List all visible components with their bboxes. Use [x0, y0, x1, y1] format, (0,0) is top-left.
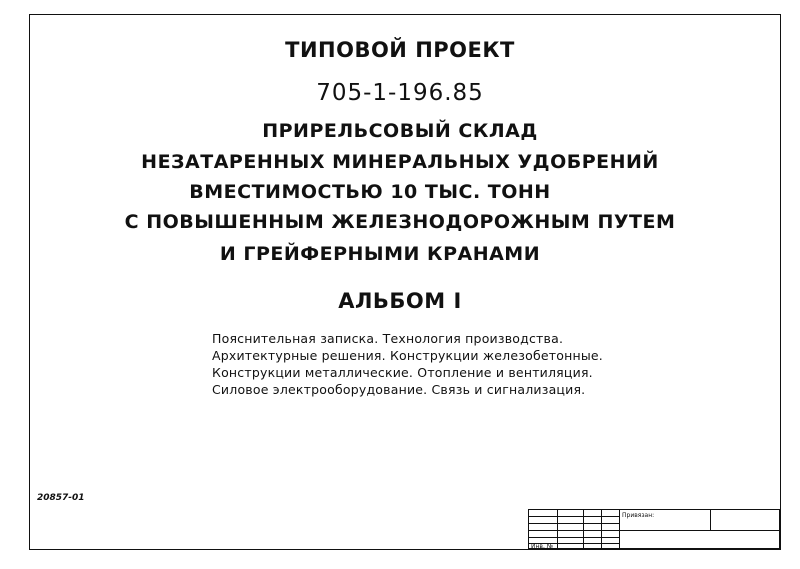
title-line-4: С ПОВЫШЕННЫМ ЖЕЛЕЗНОДОРОЖНЫМ ПУТЕМ [124, 211, 676, 233]
title-line-5: И ГРЕЙФЕРНЫМИ КРАНАМИ [219, 243, 541, 265]
title-stamp-block [528, 509, 780, 549]
contents-line-3: Конструкции металлические. Отопление и вентиляция. [212, 365, 593, 380]
contents-line-1: Пояснительная записка. Технология производства. [212, 331, 564, 346]
title-line-2: НЕЗАТАРЕННЫХ МИНЕРАЛЬНЫХ УДОБРЕНИЙ [141, 151, 659, 173]
inventory-number: 20857-01 [37, 493, 85, 503]
header-typical-project: ТИПОВОЙ ПРОЕКТ [285, 38, 515, 62]
stamp-row-line [529, 530, 620, 531]
stamp-row-line [529, 523, 620, 524]
stamp-divider [710, 510, 711, 531]
album-label: АЛЬБОМ I [338, 289, 462, 313]
contents-line-2: Архитектурные решения. Конструкции железобетонные. [212, 348, 603, 363]
stamp-row-line [619, 530, 779, 531]
stamp-privyazan-label: Привязан: [622, 512, 655, 519]
title-line-3: ВМЕСТИМОСТЬЮ 10 ТЫС. ТОНН [189, 181, 551, 203]
title-line-1: ПРИРЕЛЬСОВЫЙ СКЛАД [262, 120, 538, 142]
stamp-row-line [529, 537, 620, 538]
project-code: 705-1-196.85 [316, 80, 484, 106]
contents-line-4: Силовое электрооборудование. Связь и сигнализация. [212, 382, 586, 397]
stamp-inv-label: Инв. № [531, 543, 554, 550]
stamp-row-line [529, 516, 620, 517]
